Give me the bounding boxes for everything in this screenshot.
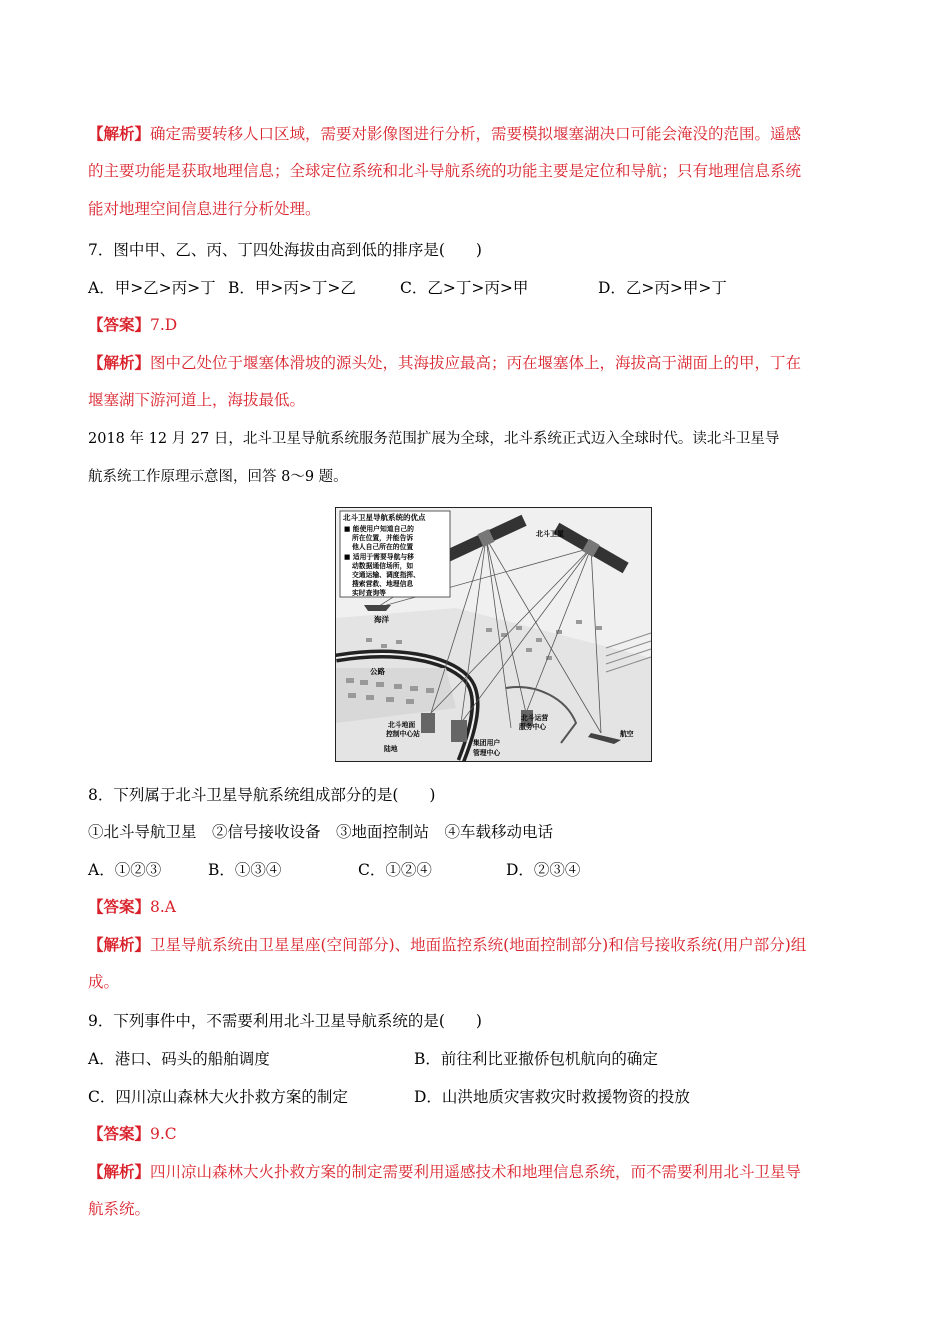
legend-item-2a: ■ 适用于需要导航与移	[344, 553, 414, 561]
question-8-items: ①北斗导航卫星 ②信号接收设备 ③地面控制站 ④车载移动电话	[88, 823, 554, 841]
analysis-7-line-2: 堰塞湖下游河道上，海拔最低。	[88, 391, 306, 409]
label-ops-center-2: 服务中心	[519, 723, 547, 731]
analysis-6-line-1: 【解析】确定需要转移人口区域，需要对影像图进行分析，需要模拟堰塞湖决口可能会淹没的范围。遥感	[88, 124, 802, 143]
option-b: B．前往利比亚撤侨包机航向的确定	[414, 1050, 658, 1068]
beidou-diagram	[335, 507, 652, 762]
legend-item-1a: ■ 能使用户知道自己的	[344, 525, 414, 533]
question-9-stem: 9．下列事件中，不需要利用北斗卫星导航系统的是( )	[88, 1012, 482, 1030]
option-d: D．②③④	[506, 861, 581, 879]
group-user-center-icon	[451, 720, 467, 742]
intro-line-1: 2018 年 12 月 27 日，北斗卫星导航系统服务范围扩展为全球，北斗系统正式迈入全球时代。读北斗卫星导	[88, 431, 780, 447]
label-group-user-1: 集团用户	[473, 739, 501, 747]
analysis-8-line-2: 成。	[88, 973, 120, 991]
ground-station-icon	[421, 713, 435, 733]
label-ops-center-1: 北斗运营	[521, 714, 549, 722]
option-c: C．四川凉山森林大火扑救方案的制定	[88, 1088, 348, 1106]
analysis-6-line-3: 能对地理空间信息进行分析处理。	[88, 200, 321, 218]
label-land: 陆地	[384, 745, 398, 753]
option-b: B．①③④	[208, 861, 282, 879]
option-d: D．山洪地质灾害救灾时救援物资的投放	[414, 1088, 690, 1106]
label-ground-station-2: 控制中心站	[386, 730, 420, 738]
option-c: C．①②④	[358, 861, 432, 879]
question-8-stem: 8．下列属于北斗卫星导航系统组成部分的是( )	[88, 786, 436, 804]
option-a: A．①②③	[88, 861, 162, 879]
label-group-user-2: 管理中心	[473, 749, 501, 757]
label-ocean: 海洋	[374, 615, 389, 624]
intro-line-2: 航系统工作原理示意图，回答 8～9 题。	[88, 469, 348, 485]
answer-9: 【答案】9.C	[88, 1124, 177, 1143]
legend-title: 北斗卫星导航系统的优点	[343, 513, 426, 522]
label-ground-station-1: 北斗地面	[388, 721, 416, 729]
analysis-7-line-1: 【解析】图中乙处位于堰塞体滑坡的源头处，其海拔应最高；丙在堰塞体上，海拔高于湖面上的甲，丁在	[88, 353, 802, 372]
analysis-9-line-2: 航系统。	[88, 1200, 151, 1218]
option-b: B．甲>丙>丁>乙	[228, 279, 356, 297]
option-a: A．甲>乙>丙>丁	[88, 279, 216, 297]
label-road: 公路	[370, 667, 385, 676]
question-9-options-row-2	[88, 1087, 848, 1107]
legend-item-1c: 他人自己所在的位置	[352, 543, 414, 551]
option-a: A．港口、码头的船舶调度	[88, 1050, 270, 1068]
answer-8: 【答案】8.A	[88, 897, 176, 916]
analysis-tag: 【解析】	[88, 124, 151, 143]
label-satellite: 北斗卫星	[536, 530, 564, 538]
question-7-options	[88, 278, 848, 298]
legend-item-2d: 搜索营救、地理信息	[352, 580, 414, 588]
legend-item-2b: 动数据通信场所，如	[352, 562, 414, 570]
analysis-6-line-2: 的主要功能是获取地理信息；全球定位系统和北斗导航系统的功能主要是定位和导航；只有地理信息系统	[88, 162, 802, 180]
analysis-9-line-1: 【解析】四川凉山森林大火扑救方案的制定需要利用遥感技术和地理信息系统，而不需要利用北斗卫星导	[88, 1162, 802, 1181]
legend-item-2c: 交通运输、调度指挥、	[352, 571, 420, 579]
legend-item-2e: 实时查询等	[352, 589, 386, 597]
question-7-stem: 7．图中甲、乙、丙、丁四处海拔由高到低的排序是( )	[88, 241, 482, 259]
question-9-options-row-1	[88, 1049, 848, 1069]
label-aviation: 航空	[620, 730, 634, 738]
option-c: C．乙>丁>丙>甲	[400, 279, 529, 297]
answer-7: 【答案】7.D	[88, 315, 178, 334]
analysis-8-line-1: 【解析】卫星导航系统由卫星星座(空间部分)、地面监控系统(地面控制部分)和信号接收系统(用户部分)组	[88, 935, 807, 954]
option-d: D．乙>丙>甲>丁	[598, 279, 727, 297]
legend-item-1b: 所在位置，并能告诉	[352, 534, 414, 542]
question-8-options	[88, 860, 848, 880]
